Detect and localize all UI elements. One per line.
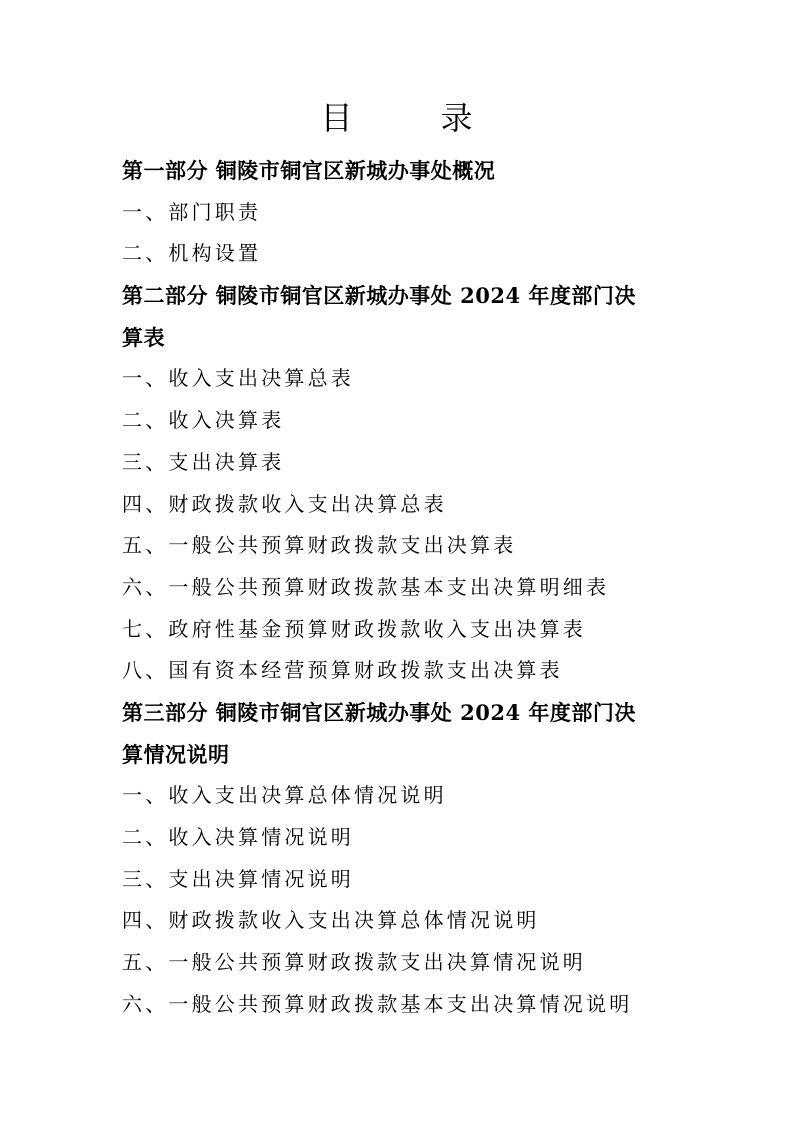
- toc-item-part1-2: 二、机构设置: [122, 241, 262, 266]
- toc-item-part2-7: 七、政府性基金预算财政拨款收入支出决算表: [122, 616, 586, 641]
- toc-item-part3-4: 四、财政拨款收入支出决算总体情况说明: [122, 908, 540, 933]
- table-of-contents: [122, 150, 722, 1025]
- part2-heading-line2: 算表: [122, 324, 165, 350]
- part1-heading: 第一部分 铜陵市铜官区新城办事处概况: [122, 158, 496, 183]
- toc-item-part3-3: 三、支出决算情况说明: [122, 866, 354, 891]
- toc-item-part2-1: 一、收入支出决算总表: [122, 366, 354, 391]
- toc-item-part2-6: 六、一般公共预算财政拨款基本支出决算明细表: [122, 574, 610, 599]
- toc-item-part3-2: 二、收入决算情况说明: [122, 825, 354, 849]
- toc-item-part3-6: 六、一般公共预算财政拨款基本支出决算情况说明: [122, 991, 633, 1016]
- toc-item-part2-4: 四、财政拨款收入支出决算总表: [122, 491, 447, 516]
- toc-item-part2-2: 二、收入决算表: [122, 408, 285, 433]
- part3-heading-line1: 第三部分 铜陵市铜官区新城办事处 2024 年度部门决: [122, 699, 636, 725]
- toc-item-part2-5: 五、一般公共预算财政拨款支出决算表: [122, 533, 517, 558]
- part3-heading-line2: 算情况说明: [122, 741, 230, 767]
- toc-item-part1-1: 一、部门职责: [122, 199, 262, 224]
- toc-item-part2-8: 八、国有资本经营预算财政拨款支出决算表: [122, 658, 563, 683]
- toc-item-part3-1: 一、收入支出决算总体情况说明: [122, 783, 447, 808]
- page-title: 目 录: [320, 99, 501, 137]
- part2-heading-line1: 第二部分 铜陵市铜官区新城办事处 2024 年度部门决: [122, 283, 636, 309]
- toc-item-part3-5: 五、一般公共预算财政拨款支出决算情况说明: [122, 950, 586, 975]
- toc-item-part2-3: 三、支出决算表: [122, 449, 285, 474]
